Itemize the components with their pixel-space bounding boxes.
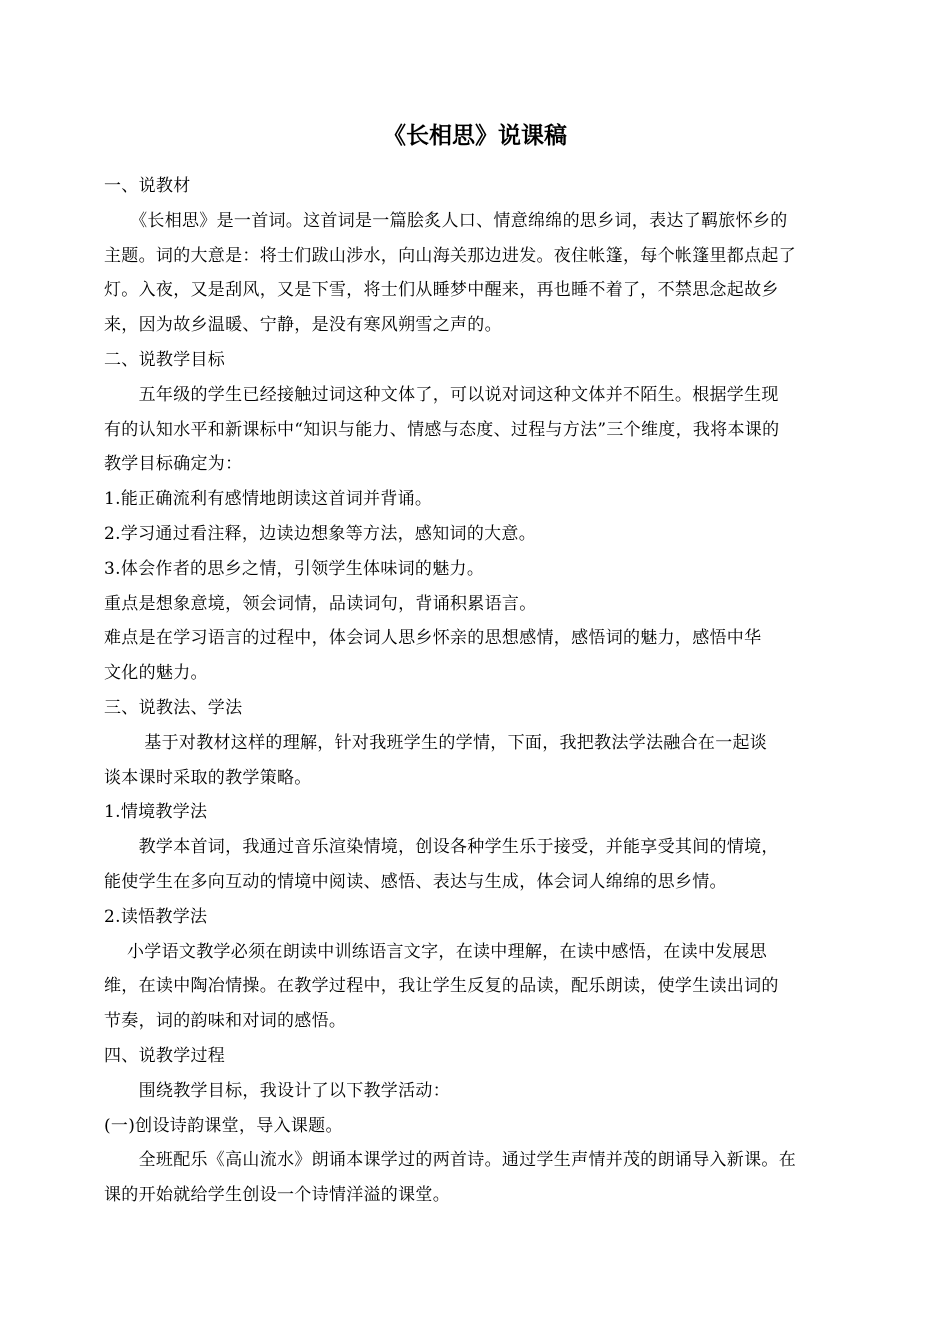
text-line: 来，因为故乡温暖、宁静，是没有寒风朔雪之声的。 bbox=[104, 315, 502, 336]
text-line: 能使学生在多向互动的情境中阅读、感悟、表达与生成，体会词人绵绵的思乡情。 bbox=[104, 872, 727, 892]
text-line: 二、说教学目标 bbox=[104, 350, 226, 370]
text-line: 节奏，词的韵味和对词的感悟。 bbox=[104, 1011, 347, 1032]
text-line: 小学语文教学必须在朗读中训练语言文字，在读中理解，在读中感悟，在读中发展思 bbox=[104, 941, 768, 962]
text-line: 教学本首词，我通过音乐渲染情境，创设各种学生乐于接受，并能享受其间的情境， bbox=[104, 837, 779, 858]
text-line: (一)创设诗韵课堂，导入课题。 bbox=[104, 1115, 343, 1136]
text-line: 全班配乐《高山流水》朗诵本课学过的两首诗。通过学生声情并茂的朗诵导入新课。在 bbox=[104, 1150, 796, 1171]
text-line: 一、说教材 bbox=[104, 176, 191, 196]
text-line: 四、说教学过程 bbox=[104, 1046, 226, 1066]
text-line: 谈本课时采取的教学策略。 bbox=[104, 767, 312, 788]
text-line: 难点是在学习语言的过程中，体会词人思乡怀亲的思想感情，感悟词的魅力，感悟中华 bbox=[104, 628, 762, 649]
text-line: 1.情境教学法 bbox=[104, 802, 208, 823]
text-line: 课的开始就给学生创设一个诗情洋溢的课堂。 bbox=[104, 1185, 450, 1206]
text-line: 文化的魅力。 bbox=[104, 663, 208, 684]
text-line: 围绕教学目标，我设计了以下教学活动： bbox=[104, 1080, 450, 1101]
text-line: 3.体会作者的思乡之情，引领学生体味词的魅力。 bbox=[104, 558, 485, 579]
text-line: 有的认知水平和新课标中“知识与能力、情感与态度、过程与方法”三个维度，我将本课的 bbox=[104, 419, 780, 440]
document-title: 《长相思》说课稿 bbox=[383, 122, 567, 149]
text-line: 基于对教材这样的理解，针对我班学生的学情，下面，我把教法学法融合在一起谈 bbox=[104, 732, 768, 753]
text-line: 维，在读中陶冶情操。在教学过程中，我让学生反复的品读，配乐朗读，使学生读出词的 bbox=[104, 976, 779, 997]
text-line: 主题。词的大意是：将士们跋山涉水，向山海关那边进发。夜住帐篷，每个帐篷里都点起了 bbox=[104, 245, 796, 266]
text-line: 1.能正确流利有感情地朗读这首词并背诵。 bbox=[104, 489, 433, 510]
text-line: 灯。入夜，又是刮风，又是下雪，将士们从睡梦中醒来，再也睡不着了，不禁思念起故乡 bbox=[104, 280, 779, 301]
text-line: 五年级的学生已经接触过词这种文体了，可以说对词这种文体并不陌生。根据学生现 bbox=[104, 384, 779, 405]
text-line: 三、说教法、学法 bbox=[104, 698, 243, 718]
text-line: 2.读悟教学法 bbox=[104, 906, 208, 927]
text-line: 2.学习通过看注释，边读边想象等方法，感知词的大意。 bbox=[104, 524, 537, 544]
text-line: 重点是想象意境，领会词情，品读词句，背诵积累语言。 bbox=[104, 593, 537, 614]
text-line: 教学目标确定为： bbox=[104, 454, 243, 475]
text-line: 《长相思》是一首词。这首词是一篇脍炙人口、情意绵绵的思乡词，表达了羁旅怀乡的 bbox=[104, 210, 788, 231]
